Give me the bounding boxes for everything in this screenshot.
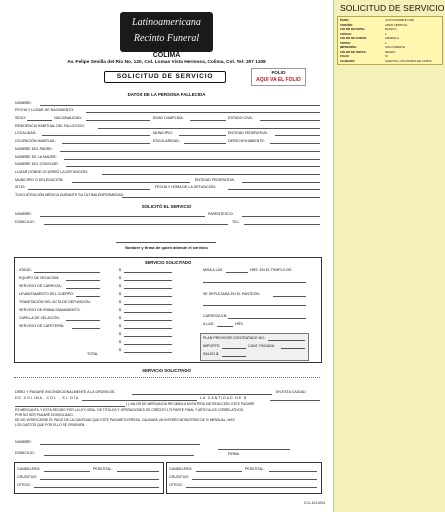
field-cemetery[interactable] [273, 296, 306, 297]
field-death-place[interactable] [102, 174, 320, 175]
label-debtor-name: NOMBRE: [15, 440, 32, 444]
label-mother: NOMBRE DE LA MADRE: [15, 155, 57, 159]
label-temple: HRS. EN EL TEMPLO DE: [250, 268, 293, 272]
field-debtor-signature[interactable] [218, 449, 290, 450]
price-2[interactable] [124, 280, 172, 281]
folio-value: AQUI VA EL FOLIO [256, 77, 301, 83]
logo-line-1: Latinoamericana [132, 17, 201, 28]
label-cemetery: SE SEPULTARÁ EN EL PANTEÓN: [203, 292, 260, 296]
label-death-datetime: FECHA Y HORA DE LA DEFUNCIÓN: [155, 185, 216, 189]
price-1[interactable] [124, 272, 172, 273]
field-medical-care[interactable] [122, 197, 320, 198]
field-sex[interactable] [27, 120, 52, 121]
field-occupation[interactable] [62, 143, 150, 144]
label-schooling: ESCOLARIDAD: [153, 139, 180, 143]
currency-6: $ [119, 308, 121, 312]
field-death-municipality[interactable] [72, 182, 190, 183]
label-death-municipality: MUNICIPIO O DELEGACIÓN: [15, 178, 64, 182]
total-label: TOTAL [87, 352, 99, 356]
field-cemetery-2[interactable] [203, 305, 306, 306]
label-locality: LOCALIDAD: [15, 131, 37, 135]
price-6[interactable] [124, 312, 172, 313]
company-logo [120, 12, 213, 52]
label-plan-number: PLAN PREVISOR CONTRATADO NO.: [203, 336, 266, 340]
label-insurance: DERECHOHABIENTE: [228, 139, 265, 143]
label-candle-right: CANDELERO: [169, 467, 193, 471]
label-municipality: MUNICIPIO: [153, 131, 173, 135]
label-death-state: ENTIDAD FEDERATIVA: [195, 178, 235, 182]
label-signature: FIRMA [228, 452, 240, 456]
field-locality[interactable] [42, 135, 150, 136]
field-cafeteria[interactable] [72, 328, 100, 329]
note-line-6: DE NO VERIFICARSE EL PAGO DE LA CANTIDAD QUE ESTE PAGARÉ EXPRESA, CAUSARÁ UN INTERÉS MORATORIO DE % MENSUAL, MAS [15, 418, 235, 422]
field-crucifix-right[interactable] [192, 479, 317, 480]
field-schooling[interactable] [184, 143, 226, 144]
note-line-5: POR NO SER PAGARÉ DOMICILIADO. [15, 413, 74, 417]
field-residence[interactable] [98, 128, 320, 129]
payment-heading: SERVICIO SOLICITADO [142, 368, 191, 373]
currency-total: $ [119, 348, 121, 352]
field-plan-number[interactable] [268, 340, 305, 341]
label-cafeteria: SERVICIO DE CAFETERÍA: [19, 324, 65, 328]
deceased-heading: DATOS DE LA PERSONA FALLECIDA [127, 92, 206, 97]
field-body-pickup[interactable] [76, 296, 100, 297]
spec-row: PAPEL: AUTOCOPIABLE FINE [340, 18, 414, 22]
field-pedestal-left[interactable] [117, 471, 159, 472]
label-wake-equipment: EQUIPO DE VELACIÓN: [19, 276, 60, 280]
field-candle-right[interactable] [196, 471, 242, 472]
label-others-left: OTROS: [17, 483, 31, 487]
note-line-4: ES MERCANTIL Y ESTÁ REGIDO POR LA LEY GRAL. DE TÍTULOS Y OPERACIONES DE CRÉDITO 173 PARTE FINAL Y ARTÍCULOS CORRELATIVOS, [15, 408, 245, 412]
field-site[interactable] [28, 189, 150, 190]
field-father[interactable] [60, 151, 320, 152]
spec-row: COLOR DE PAPEL: BLANCO [340, 27, 397, 31]
signature-line[interactable] [116, 242, 216, 243]
field-at-time[interactable] [217, 326, 233, 327]
label-pedestal-left: PEDESTAL: [93, 467, 113, 471]
field-hearse-at[interactable] [228, 318, 306, 319]
field-requester-name[interactable] [40, 216, 205, 217]
label-amount: IMPORTE: [203, 344, 221, 348]
label-occupation: OCUPACIÓN HABITUAL: [15, 139, 57, 143]
label-paid: CANT. PAGADA: [248, 344, 276, 348]
label-hearse-at: CARROZA EN: [203, 314, 228, 318]
field-others-right[interactable] [186, 487, 317, 488]
field-amount-note[interactable] [270, 400, 320, 401]
spec-row: COLOR DE TINTAS: NEGRO [340, 49, 396, 54]
field-phone[interactable] [244, 224, 320, 225]
currency-4: $ [119, 292, 121, 296]
label-death-certificate: TRAMITACIÓN DEL ACTA DE DEFUNCIÓN: [19, 300, 91, 304]
field-amount-words[interactable] [15, 406, 125, 407]
field-coffin[interactable] [34, 272, 100, 273]
field-age[interactable] [190, 120, 226, 121]
price-3[interactable] [124, 288, 172, 289]
copy-title: SOLICITUD DE SERVICIO [340, 3, 445, 13]
currency-5: $ [119, 300, 121, 304]
label-crucifix-right: CRUCIFIJO: [169, 475, 190, 479]
label-requester-address: DOMICILIO: [15, 220, 35, 224]
divider [14, 377, 320, 378]
label-candle-left: CANDELERO: [17, 467, 41, 471]
field-candle-left[interactable] [44, 471, 90, 472]
field-birth[interactable] [86, 112, 320, 113]
field-temple[interactable] [203, 282, 306, 283]
spec-row: FOLIO: SI [340, 54, 388, 58]
folio-label: FOLIO [271, 70, 286, 75]
label-pedestal-right: PEDESTAL: [245, 467, 265, 471]
print-specs-box [337, 16, 443, 65]
label-death-place: LUGAR DONDE OCURRIÓ LA DEFUNCIÓN: [15, 170, 88, 174]
field-paid[interactable] [281, 348, 305, 349]
field-debtor-address[interactable] [44, 455, 194, 456]
price-5[interactable] [124, 304, 172, 305]
field-mother[interactable] [64, 159, 320, 160]
label-debtor-address: DOMICILIO: [15, 451, 35, 455]
label-relationship: PARENTESCO: [208, 212, 234, 216]
price-7[interactable] [124, 320, 172, 321]
label-civil-status: ESTADO CIVIL: [228, 116, 254, 120]
price-10[interactable] [124, 344, 172, 345]
label-birth: FECHA Y LUGAR DE NACIMIENTO: [15, 108, 75, 112]
note-line-1b: EN ESTA CIUDAD [276, 390, 306, 394]
label-chapel: CAPILLA DE VELACIÓN: [19, 316, 60, 320]
label-requester-name: NOMBRE: [15, 212, 32, 216]
field-crucifix-left[interactable] [40, 479, 159, 480]
label-phone: TEL: [232, 220, 240, 224]
spec-row: IMPRESIÓN: SOLO FRENTE [340, 45, 405, 49]
label-balance: SALDO $: [203, 352, 220, 356]
currency-3: $ [119, 284, 121, 288]
label-sex: SEXO: [15, 116, 26, 120]
field-wake-equipment[interactable] [66, 280, 100, 281]
field-date[interactable] [82, 400, 197, 401]
field-civil-status[interactable] [260, 120, 320, 121]
label-father: NOMBRE DEL PADRE: [15, 147, 53, 151]
service-heading: SERVICIO SOLICITADO [144, 260, 192, 265]
field-amount[interactable] [222, 348, 246, 349]
label-age: EDAD CUMPLIDA: [153, 116, 184, 120]
label-medical-care: TUVO ATENCIÓN MÉDICA DURANTE SU ÚLTIMA ENFERMEDAD: [15, 193, 125, 197]
label-spouse: NOMBRE DEL CÓNYUGE: [15, 162, 59, 166]
field-others-left[interactable] [34, 487, 159, 488]
field-nationality[interactable] [86, 120, 150, 121]
price-8[interactable] [124, 328, 172, 329]
field-spouse[interactable] [66, 166, 320, 167]
spec-row: TINTAS: 1 [340, 40, 387, 45]
label-embalming: SERVICIO DE EMBALSAMAMIENTO: [19, 308, 81, 312]
currency-1: $ [119, 268, 121, 272]
label-state: ENTIDAD FEDERATIVA: [228, 131, 268, 135]
spec-row: ACABADO: SUELTOS, CON PIZADA DE CORTE [340, 58, 432, 63]
note-line-3: ( ) VALOR DE MERCANCÍA RECIBIDA A MI ENTERA SATISFACCIÓN. ESTE PAGARÉ [126, 402, 255, 406]
currency-2: $ [119, 276, 121, 280]
field-requester-address[interactable] [44, 224, 228, 225]
yellow-copy-sheet [334, 0, 445, 512]
field-state[interactable] [275, 135, 320, 136]
spec-row: COLOR DE COPIAS: AMARILLA [340, 36, 399, 40]
field-insurance[interactable] [270, 143, 320, 144]
note-line-7: LOS GASTOS QUE POR ELLO SE ORIGINEN. [15, 423, 86, 427]
form-title: SOLICITUD DE SERVICIO [104, 71, 226, 83]
spec-row: TAMAÑO: ARGO VERTICAL [340, 22, 408, 27]
city-title: COLIMA [152, 52, 181, 59]
currency-10: $ [119, 340, 121, 344]
total-field[interactable] [124, 352, 172, 353]
label-hrs: HRS. [235, 322, 244, 326]
signature-caption: Nombre y firma de quien atiende el servicio [125, 245, 208, 250]
price-4[interactable] [124, 296, 172, 297]
field-balance[interactable] [222, 356, 246, 357]
label-nationality: NACIONALIDAD: [54, 116, 82, 120]
field-hearse-service[interactable] [66, 288, 100, 289]
label-others-right: OTROS: [169, 483, 183, 487]
note-line-2a: DE COLIMA, COL., EL DÍA [15, 396, 80, 400]
address-line: Av. Felipe Sevilla del Río No. 120, Col. Lomas Vista Hermosa, Colima, Col. Tel: 307 1108 [67, 60, 266, 65]
label-at-time: A LAS: [203, 322, 214, 326]
logo-line-2: Recinto Funeral [133, 33, 200, 44]
field-chapel[interactable] [66, 320, 100, 321]
label-hearse-service: SERVICIO DE CARROZA: [19, 284, 62, 288]
label-crucifix-left: CRUCIFIJO: [17, 475, 38, 479]
field-debtor-name[interactable] [40, 444, 200, 445]
note-line-1a: DEBO Y PAGARÉ INCONDICIONALMENTE A LA ORDEN DE: [15, 390, 116, 394]
field-payee[interactable] [132, 394, 272, 395]
label-residence: RESIDENCIA HABITUAL DEL FALLECIDO: [15, 124, 85, 128]
field-municipality[interactable] [179, 135, 226, 136]
form-code: COL-104-2004 [303, 501, 325, 505]
field-death-state[interactable] [242, 182, 320, 183]
label-body-pickup: LEVANTAMIENTO DEL CUERPO: [19, 292, 74, 296]
field-mass-time[interactable] [226, 272, 248, 273]
note-line-2b: LA CANTIDAD DE $ [200, 396, 247, 400]
price-9[interactable] [124, 336, 172, 337]
label-coffin: ATAÚD: [19, 268, 32, 272]
currency-9: $ [119, 332, 121, 336]
field-death-datetime[interactable] [228, 189, 320, 190]
label-mass-time: MISA A LAS [203, 268, 223, 272]
label-site: SITIO: [15, 185, 26, 189]
field-pedestal-right[interactable] [269, 471, 317, 472]
requester-heading: SOLICITÓ EL SERVICIO [141, 204, 192, 209]
field-relationship[interactable] [242, 216, 320, 217]
field-name[interactable] [40, 105, 320, 106]
label-name: NOMBRE: [15, 101, 32, 105]
spec-row: COPIAS: 1 [340, 31, 387, 36]
folio-box [251, 68, 306, 86]
currency-8: $ [119, 324, 121, 328]
currency-7: $ [119, 316, 121, 320]
